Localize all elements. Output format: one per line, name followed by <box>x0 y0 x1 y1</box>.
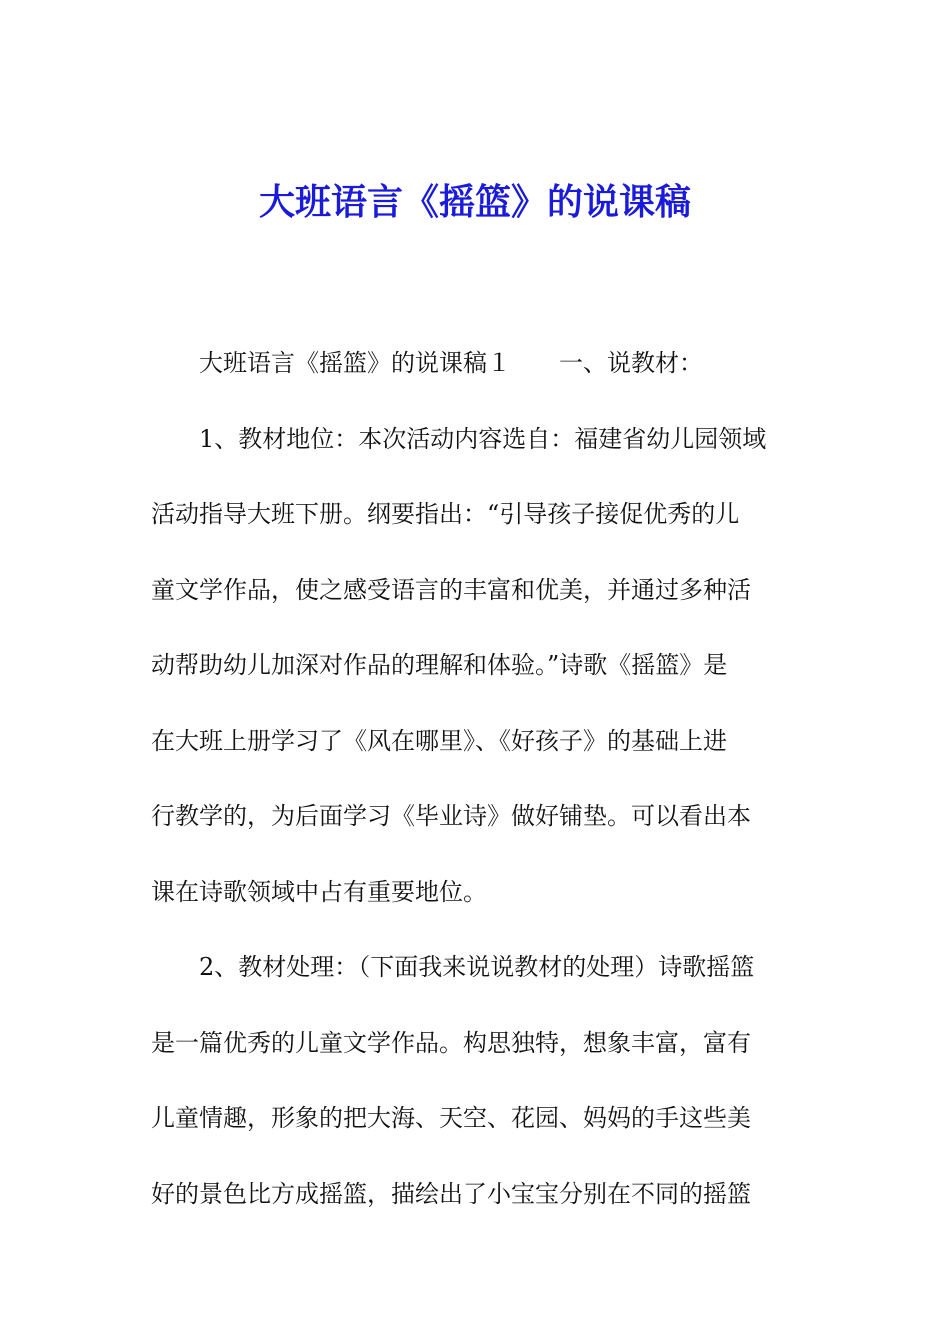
text-line: 行教学的，为后面学习《毕业诗》做好铺垫。可以看出本 <box>151 802 751 830</box>
text-line: 童文学作品，使之感受语言的丰富和优美，并通过多种活 <box>151 575 751 604</box>
text-line: 好的景色比方成摇篮，描绘出了小宝宝分别在不同的摇篮 <box>151 1179 751 1208</box>
text-line: 在大班上册学习了《风在哪里》、《好孩子》的基础上进 <box>151 726 727 755</box>
text-line: 是一篇优秀的儿童文学作品。构思独特，想象丰富，富有 <box>151 1028 751 1057</box>
text-line: 大班语言《摇篮》的说课稿１ 一、说教材： <box>199 349 703 377</box>
text-line: 2、教材处理：（下面我来说说教材的处理）诗歌摇篮 <box>199 953 755 981</box>
text-line: 课在诗歌领域中占有重要地位。 <box>151 877 487 906</box>
text-line: 动帮助幼儿加深对作品的理解和体验。”诗歌《摇篮》是 <box>151 651 728 679</box>
document-title: 大班语言《摇篮》的说课稿 <box>258 181 691 223</box>
text-line: 儿童情趣，形象的把大海、天空、花园、妈妈的手这些美 <box>151 1104 751 1132</box>
document-body <box>151 326 803 1232</box>
text-line: 活动指导大班下册。纲要指出：“引导孩子接促优秀的儿 <box>151 500 740 528</box>
text-line: 1、教材地位：本次活动内容选自：福建省幼儿园领域 <box>199 424 767 453</box>
